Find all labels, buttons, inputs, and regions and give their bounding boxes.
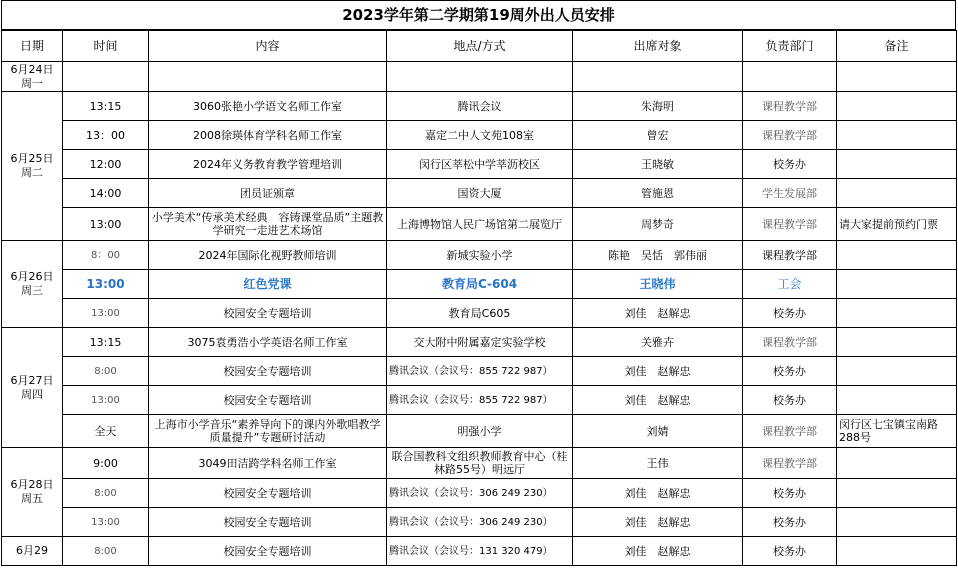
content-cell: 红色党课: [149, 270, 387, 299]
content-cell: 校园安全专题培训: [149, 479, 387, 508]
table-row: [2, 415, 957, 448]
dept-cell: [743, 62, 837, 92]
attendees-cell: 刘佳 赵解忠: [573, 299, 743, 328]
time-cell: 13：00: [63, 121, 149, 150]
time-cell: 13:15: [63, 92, 149, 121]
date-label: 6月28日: [10, 478, 54, 491]
location-cell: 联合国教科文组织教师教育中心（桂林路55号）明远厅: [387, 448, 573, 479]
table-row: [2, 121, 957, 150]
time-cell: 8:00: [63, 357, 149, 386]
content-cell: 上海市小学音乐“素养导向下的课内外歌唱教学质量提升”专题研讨活动: [149, 415, 387, 448]
note-cell: [837, 121, 957, 150]
table-row: [2, 208, 957, 241]
dept-cell: 校务办: [743, 357, 837, 386]
location-cell: [387, 62, 573, 92]
sheet-title: 2023学年第二学期第19周外出人员安排: [1, 0, 956, 30]
dept-cell: 工会: [743, 270, 837, 299]
note-cell: [837, 150, 957, 179]
weekday-label: 周二: [21, 166, 43, 179]
attendees-cell: 刘佳 赵解忠: [573, 386, 743, 415]
table-row: [2, 92, 957, 121]
content-cell: 2024年国际化视野教师培训: [149, 241, 387, 270]
table-row: [2, 357, 957, 386]
attendees-cell: 陈艳 吴恬 郭伟丽: [573, 241, 743, 270]
attendees-cell: 刘佳 赵解忠: [573, 508, 743, 537]
note-cell: [837, 508, 957, 537]
dept-cell: 课程教学部: [743, 121, 837, 150]
dept-cell: 课程教学部: [743, 208, 837, 241]
attendees-cell: 曾宏: [573, 121, 743, 150]
location-cell: 新城实验小学: [387, 241, 573, 270]
table-row: [2, 270, 957, 299]
dept-cell: 校务办: [743, 479, 837, 508]
time-cell: 14:00: [63, 179, 149, 208]
content-cell: 小学美术“传承美术经典 容铸课堂品质”主题教学研究一走进艺术场馆: [149, 208, 387, 241]
location-cell: 教育局C605: [387, 299, 573, 328]
location-cell: 闵行区莘松中学莘沥校区: [387, 150, 573, 179]
content-cell: 校园安全专题培训: [149, 386, 387, 415]
time-cell: [63, 62, 149, 92]
date-cell: [2, 537, 63, 566]
table-row: [2, 479, 957, 508]
dept-cell: 课程教学部: [743, 415, 837, 448]
location-cell: 腾讯会议: [387, 92, 573, 121]
dept-cell: 校务办: [743, 508, 837, 537]
location-cell: 明强小学: [387, 415, 573, 448]
content-cell: 校园安全专题培训: [149, 299, 387, 328]
note-cell: [837, 241, 957, 270]
content-cell: 校园安全专题培训: [149, 357, 387, 386]
weekday-label: 周四: [21, 387, 43, 401]
time-cell: 13:00: [63, 386, 149, 415]
note-cell: [837, 179, 957, 208]
table-row: [2, 241, 957, 270]
location-cell: 国资大厦: [387, 179, 573, 208]
header-content: 内容: [149, 31, 387, 62]
note-cell: [837, 270, 957, 299]
attendees-cell: 刘佳 赵解忠: [573, 357, 743, 386]
attendees-cell: 王晓伟: [573, 270, 743, 299]
date-cell: [2, 448, 63, 537]
time-cell: 13:00: [63, 208, 149, 241]
header-row: [2, 31, 957, 62]
note-cell: [837, 328, 957, 357]
time-cell: 12:00: [63, 150, 149, 179]
attendees-cell: 朱海明: [573, 92, 743, 121]
weekday-label: 周一: [21, 76, 43, 90]
location-cell: 腾讯会议（会议号：855 722 987）: [387, 386, 573, 415]
attendees-cell: 王伟: [573, 448, 743, 479]
dept-cell: 课程教学部: [743, 448, 837, 479]
location-cell: 教育局C-604: [387, 270, 573, 299]
attendees-cell: 管施恩: [573, 179, 743, 208]
weekday-label: 周五: [21, 492, 43, 505]
note-cell: [837, 299, 957, 328]
header-date: 日期: [2, 31, 63, 62]
time-cell: 9:00: [63, 448, 149, 479]
attendees-cell: [573, 62, 743, 92]
note-cell: 请大家提前预约门票: [837, 208, 957, 241]
date-cell: [2, 241, 63, 328]
date-cell: [2, 62, 63, 92]
date-cell: [2, 92, 63, 241]
note-cell: [837, 62, 957, 92]
schedule-table: [1, 30, 957, 566]
dept-cell: 校务办: [743, 150, 837, 179]
attendees-cell: 周梦奇: [573, 208, 743, 241]
attendees-cell: 刘佳 赵解忠: [573, 537, 743, 566]
table-row: [2, 386, 957, 415]
date-label: 6月25日: [10, 152, 54, 165]
time-cell: 8:00: [63, 479, 149, 508]
time-cell: 13:15: [63, 328, 149, 357]
attendees-cell: 刘佳 赵解忠: [573, 479, 743, 508]
note-cell: 闵行区七宝镇宝南路288号: [837, 415, 957, 448]
location-cell: 嘉定二中人文苑108室: [387, 121, 573, 150]
dept-cell: 学生发展部: [743, 179, 837, 208]
table-row: [2, 299, 957, 328]
header-time: 时间: [63, 31, 149, 62]
header-dept: 负责部门: [743, 31, 837, 62]
time-cell: 13:00: [63, 270, 149, 299]
table-row: [2, 62, 957, 92]
time-cell: 8:00: [63, 537, 149, 566]
content-cell: 团员证颁章: [149, 179, 387, 208]
dept-cell: 课程教学部: [743, 328, 837, 357]
table-row: [2, 328, 957, 357]
date-label: 6月27日: [10, 373, 54, 387]
content-cell: 2024年义务教育教学管理培训: [149, 150, 387, 179]
content-cell: 校园安全专题培训: [149, 537, 387, 566]
content-cell: 3075袁勇浩小学英语名师工作室: [149, 328, 387, 357]
attendees-cell: 关雅卉: [573, 328, 743, 357]
note-cell: [837, 357, 957, 386]
location-cell: 腾讯会议（会议号：306 249 230）: [387, 479, 573, 508]
location-cell: 交大附中附属嘉定实验学校: [387, 328, 573, 357]
date-label: 6月29: [16, 544, 48, 557]
location-cell: 腾讯会议（会议号：855 722 987）: [387, 357, 573, 386]
content-cell: 2008徐瑛体育学科名师工作室: [149, 121, 387, 150]
location-cell: 腾讯会议（会议号：306 249 230）: [387, 508, 573, 537]
note-cell: [837, 448, 957, 479]
time-cell: 全天: [63, 415, 149, 448]
time-cell: 13:00: [63, 299, 149, 328]
content-cell: [149, 62, 387, 92]
dept-cell: 校务办: [743, 299, 837, 328]
weekday-label: 周三: [21, 284, 43, 297]
header-note: 备注: [837, 31, 957, 62]
note-cell: [837, 386, 957, 415]
note-cell: [837, 479, 957, 508]
location-cell: 腾讯会议（会议号：131 320 479）: [387, 537, 573, 566]
table-row: [2, 179, 957, 208]
schedule-body: [2, 62, 957, 566]
table-row: [2, 150, 957, 179]
time-cell: 13:00: [63, 508, 149, 537]
date-cell: [2, 328, 63, 448]
header-attendees: 出席对象: [573, 31, 743, 62]
table-row: [2, 448, 957, 479]
note-cell: [837, 537, 957, 566]
content-cell: 校园安全专题培训: [149, 508, 387, 537]
dept-cell: 校务办: [743, 537, 837, 566]
date-label: 6月26日: [10, 270, 54, 283]
content-cell: 3060张艳小学语文名师工作室: [149, 92, 387, 121]
date-label: 6月24日: [10, 62, 54, 76]
dept-cell: 课程教学部: [743, 241, 837, 270]
attendees-cell: 刘婧: [573, 415, 743, 448]
table-row: [2, 537, 957, 566]
dept-cell: 校务办: [743, 386, 837, 415]
time-cell: 8：00: [63, 241, 149, 270]
note-cell: [837, 92, 957, 121]
location-cell: 上海博物馆人民广场馆第二展览厅: [387, 208, 573, 241]
table-row: [2, 508, 957, 537]
attendees-cell: 王晓敏: [573, 150, 743, 179]
header-location: 地点/方式: [387, 31, 573, 62]
dept-cell: 课程教学部: [743, 92, 837, 121]
content-cell: 3049田洁跨学科名师工作室: [149, 448, 387, 479]
